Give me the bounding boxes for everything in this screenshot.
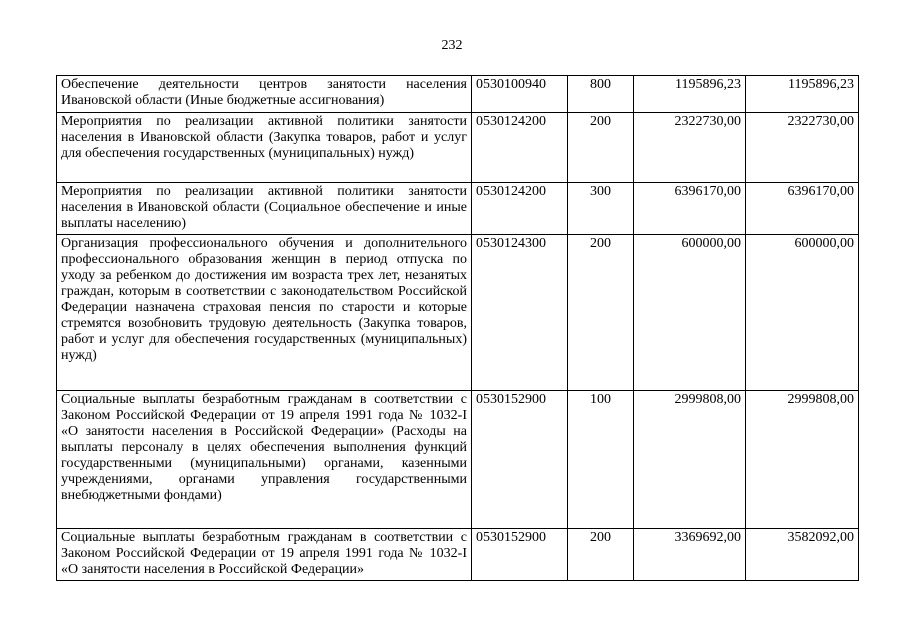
row-amount-2: 3582092,00: [746, 529, 859, 581]
row-amount-2: 1195896,23: [746, 76, 859, 113]
row-description: Мероприятия по реализации активной политики занятости населения в Ивановской области (Социальное обеспечение и иные выплаты населению): [57, 183, 472, 235]
row-target-code: 0530124200: [472, 113, 568, 183]
row-target-code: 0530152900: [472, 529, 568, 581]
row-expense-type: 800: [568, 76, 634, 113]
row-description: Мероприятия по реализации активной политики занятости населения в Ивановской области (Закупка товаров, работ и услуг для обеспечения государственных (муниципальных) нужд): [57, 113, 472, 183]
row-amount-2: 600000,00: [746, 235, 859, 391]
page-number: 232: [441, 38, 463, 53]
table-row: [57, 235, 859, 391]
row-expense-type: 200: [568, 529, 634, 581]
row-amount-1: 1195896,23: [634, 76, 746, 113]
budget-table: [56, 75, 859, 581]
row-target-code: 0530124200: [472, 183, 568, 235]
row-description: Социальные выплаты безработным гражданам в соответствии с Законом Российской Федерации от 19 апреля 1991 года № 1032-I «О занятости населения в Российской Федерации» (Расходы на выплаты персоналу в целях обеспечения выполнения функций государственными (муниципальными) органами, казенными учреждениями, органами управления государственными внебюджетными фондами): [57, 391, 472, 529]
table-row: [57, 529, 859, 581]
table-row: [57, 76, 859, 113]
row-target-code: 0530124300: [472, 235, 568, 391]
row-expense-type: 100: [568, 391, 634, 529]
row-expense-type: 300: [568, 183, 634, 235]
row-description: Организация профессионального обучения и дополнительного профессионального образования женщин в период отпуска по уходу за ребенком до достижения им возраста трех лет, незанятых граждан, которым в соответствии с законодательством Российской Федерации назначена страховая пенсия по старости и которые стремятся возобновить трудовую деятельность (Закупка товаров, работ и услуг для обеспечения государственных (муниципальных) нужд): [57, 235, 472, 391]
row-target-code: 0530152900: [472, 391, 568, 529]
row-description: Обеспечение деятельности центров занятости населения Ивановской области (Иные бюджетные ассигнования): [57, 76, 472, 113]
row-amount-1: 3369692,00: [634, 529, 746, 581]
row-amount-2: 2999808,00: [746, 391, 859, 529]
row-amount-1: 600000,00: [634, 235, 746, 391]
table-row: [57, 183, 859, 235]
row-amount-2: 6396170,00: [746, 183, 859, 235]
row-amount-1: 6396170,00: [634, 183, 746, 235]
row-expense-type: 200: [568, 235, 634, 391]
row-target-code: 0530100940: [472, 76, 568, 113]
row-amount-1: 2322730,00: [634, 113, 746, 183]
row-amount-1: 2999808,00: [634, 391, 746, 529]
table-row: [57, 391, 859, 529]
row-description: Социальные выплаты безработным гражданам в соответствии с Законом Российской Федерации от 19 апреля 1991 года № 1032-I «О занятости населения в Российской Федерации»: [57, 529, 472, 581]
row-expense-type: 200: [568, 113, 634, 183]
row-amount-2: 2322730,00: [746, 113, 859, 183]
table-row: [57, 113, 859, 183]
